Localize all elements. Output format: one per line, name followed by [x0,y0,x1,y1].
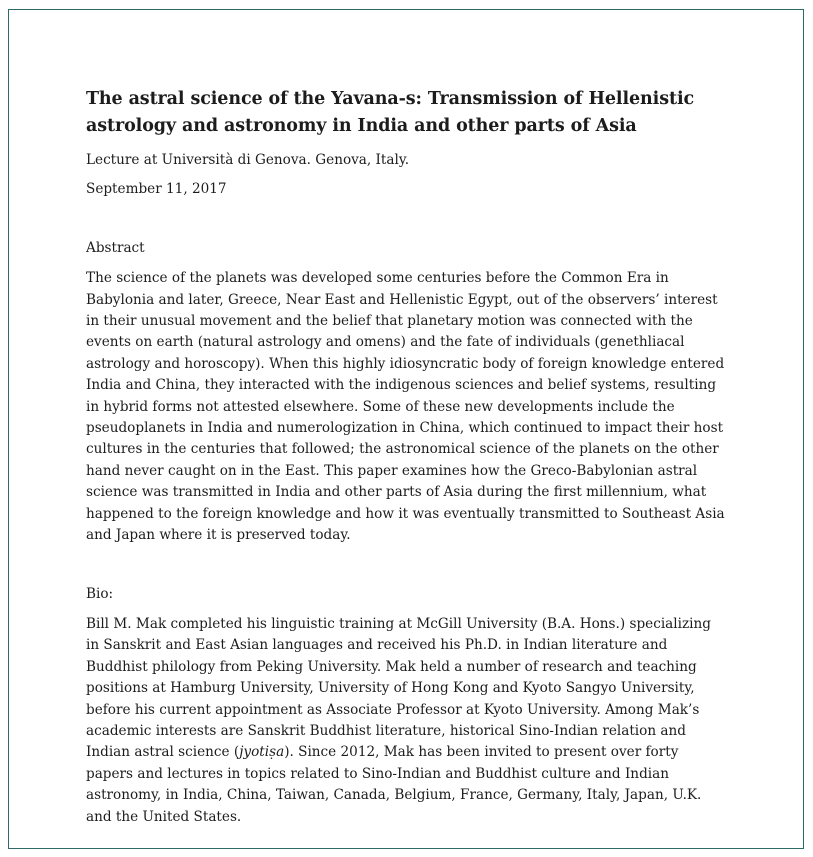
page-title: The astral science of the Yavana-s: Transmission of Hellenistic astrology and astronomy in India and other parts of Asia [86,89,695,136]
bio-italic-term: jyotiṣa [239,744,285,761]
lecture-venue: Lecture at Università di Genova. Genova, Italy. [86,152,410,168]
bio-heading: Bio: [86,585,114,602]
bio-text-part2: ). Since 2012, Mak has been invited to present over forty papers and lectures in topics related to Sino-Indian and Buddhist culture and Indian astronomy, in India, China, Taiwan, Canada, Belgium, France, Germany, Italy, Japan, U.K. and the United States. [86,744,702,825]
abstract-heading: Abstract [86,239,145,256]
bio-text [86,614,726,828]
abstract-text: The science of the planets was developed some centuries before the Common Era in Babylonia and later, Greece, Near East and Hellenistic Egypt, out of the observers’ interest in their unusual movement and the belief that planetary motion was connected with the events on earth (natural astrology and omens) and the fate of individuals (genethliacal astrology and horoscopy). When this highly idiosyncratic body of foreign knowledge entered India and China, they interacted with the indigenous sciences and belief systems, resulting in hybrid forms not attested elsewhere. Some of these new developments include the pseudoplanets in India and numerologization in China, which continued to impact their host cultures in the centuries that followed; the astronomical science of the planets on the other hand never caught on in the East. This paper examines how the Greco-Babylonian astral science was transmitted in India and other parts of Asia during the first millennium, what happened to the foreign knowledge and how it was eventually transmitted to Southeast Asia and Japan where it is preserved today. [86,270,725,544]
document-content [86,86,726,828]
lecture-date: September 11, 2017 [86,181,227,198]
bio-text-part1: Bill M. Mak completed his linguistic training at McGill University (B.A. Hons.) specializing in Sanskrit and East Asian languages and received his Ph.D. in Indian literature and Buddhist philology from Peking University. Mak held a number of research and teaching positions at Hamburg University, University of Hong Kong and Kyoto Sangyo University, before his current appointment as Associate Professor at Kyoto University. Among Mak’s academic interests are Sanskrit Buddhist literature, historical Sino-Indian relation and Indian astral science ( [86,615,711,761]
